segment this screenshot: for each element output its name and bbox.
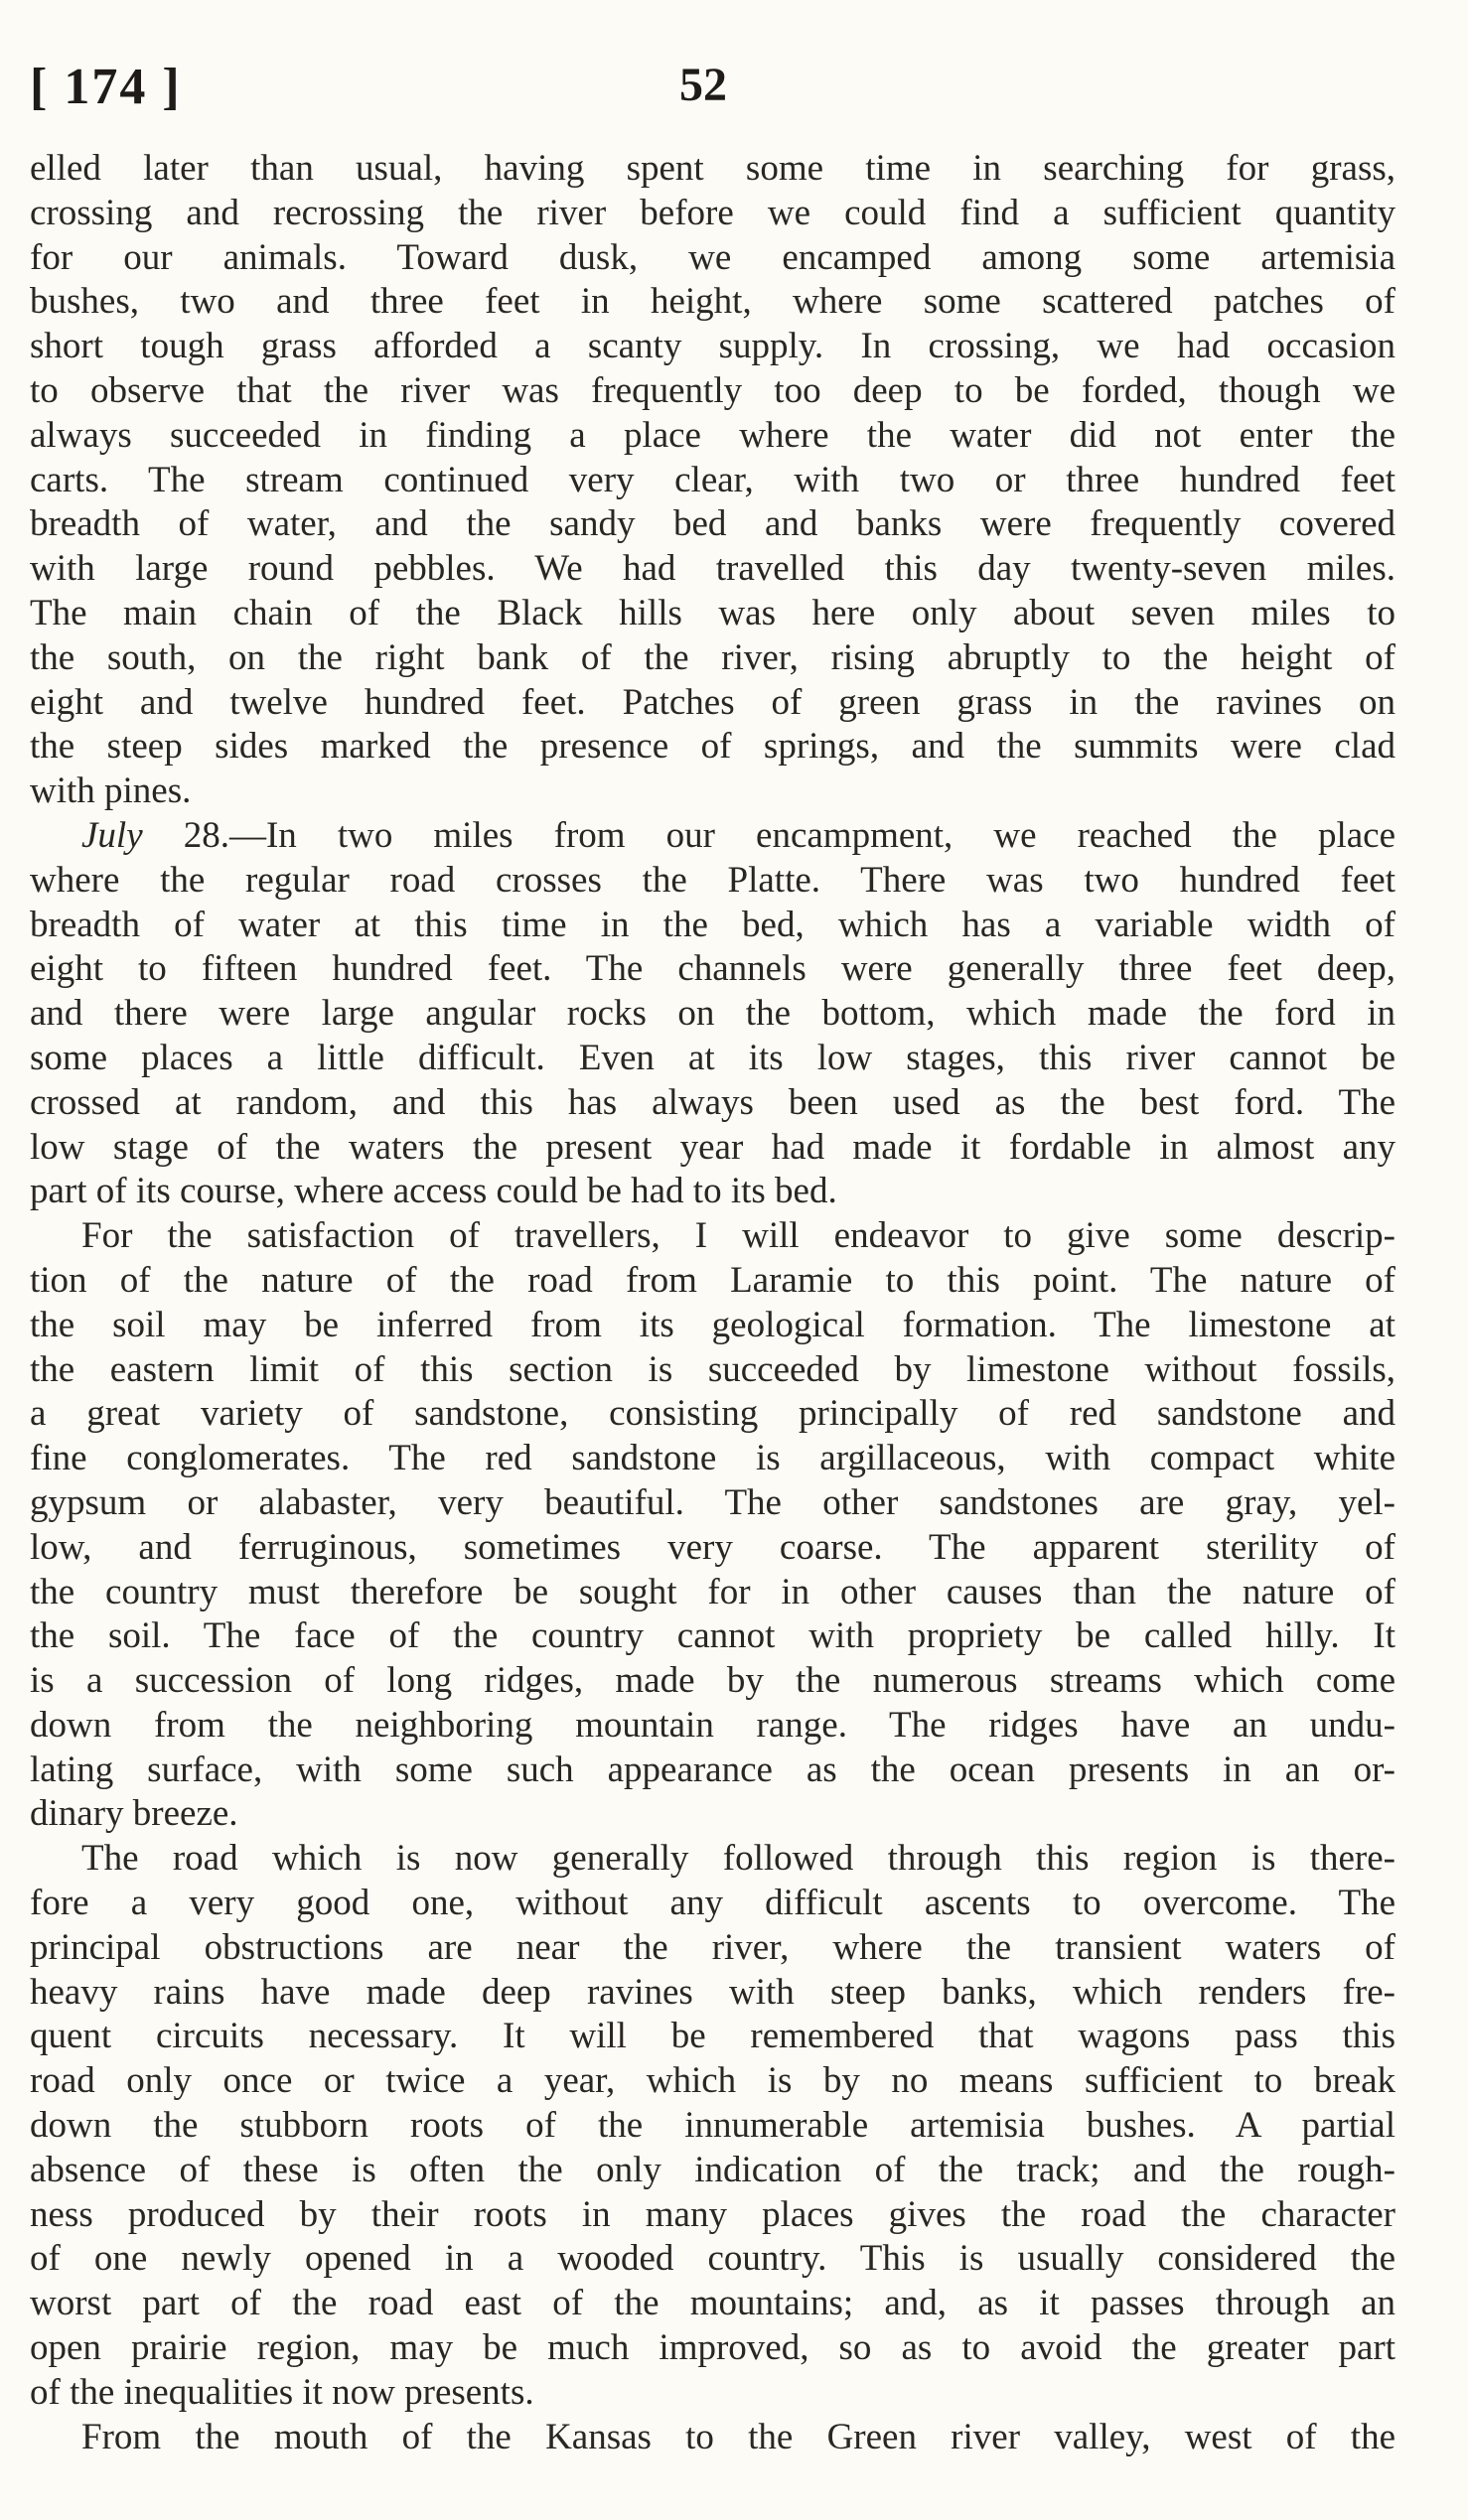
page-number: 52	[679, 59, 727, 111]
text-line: bushes, two and three feet in height, where some scattered patches of	[30, 281, 1395, 323]
text-line: absence of these is often the only indication of the track; and the rough-	[30, 2149, 1395, 2190]
text-line: with pines.	[30, 770, 192, 812]
document-number: [ 174 ]	[30, 59, 182, 115]
text-line: For the satisfaction of travellers, I will endeavor to give some descrip-	[81, 1215, 1395, 1257]
text-line: The main chain of the Black hills was here only about seven miles to	[30, 592, 1395, 633]
text-line: and there were large angular rocks on the bottom, which made the ford in	[30, 993, 1395, 1035]
text-line: quent circuits necessary. It will be remembered that wagons pass this	[30, 2016, 1395, 2057]
text-line: gypsum or alabaster, very beautiful. The other sandstones are gray, yel-	[30, 1481, 1395, 1523]
text-line: the soil. The face of the country cannot with propriety be called hilly. It	[30, 1615, 1395, 1657]
text-line: eight and twelve hundred feet. Patches of green grass in the ravines on	[30, 681, 1395, 723]
text-line: the south, on the right bank of the river, rising abruptly to the height of	[30, 636, 1395, 678]
text-line: the country must therefore be sought for in other causes than the nature of	[30, 1571, 1395, 1612]
text-line: some places a little difficult. Even at its low stages, this river cannot be	[30, 1037, 1395, 1078]
text-line: breadth of water, and the sandy bed and banks were frequently covered	[30, 503, 1395, 545]
text-line: elled later than usual, having spent some time in searching for grass,	[30, 148, 1395, 189]
text-line: part of its course, where access could be had to its bed.	[30, 1171, 837, 1212]
text-line: with large round pebbles. We had travelled this day twenty-seven miles.	[30, 548, 1395, 590]
text-line: dinary breeze.	[30, 1793, 238, 1835]
text-line: where the regular road crosses the Platte. There was two hundred feet	[30, 859, 1395, 901]
text-line: crossing and recrossing the river before we could find a sufficient quantity	[30, 192, 1395, 233]
text-line: always succeeded in finding a place where the water did not enter the	[30, 414, 1395, 456]
text-line: a great variety of sandstone, consisting principally of red sandstone and	[30, 1393, 1395, 1435]
text-line: low stage of the waters the present year had made it fordable in almost any	[30, 1126, 1395, 1168]
text-line: crossed at random, and this has always been used as the best ford. The	[30, 1081, 1395, 1123]
text-line: principal obstructions are near the river, where the transient waters of	[30, 1926, 1395, 1968]
text-line: short tough grass afforded a scanty supply. In crossing, we had occasion	[30, 326, 1395, 367]
text-line: The road which is now generally followed through this region is there-	[81, 1838, 1395, 1880]
text-line: tion of the nature of the road from Laramie to this point. The nature of	[30, 1259, 1395, 1301]
text-line: worst part of the road east of the mountains; and, as it passes through an	[30, 2283, 1395, 2324]
text-line: the steep sides marked the presence of springs, and the summits were clad	[30, 726, 1395, 768]
text-line: eight to fifteen hundred feet. The channels were generally three feet deep,	[30, 948, 1395, 990]
text-line: of the inequalities it now presents.	[30, 2371, 534, 2413]
text-line: heavy rains have made deep ravines with steep banks, which renders fre-	[30, 1971, 1395, 2013]
text-line: for our animals. Toward dusk, we encamped among some artemisia	[30, 236, 1395, 278]
text-line: open prairie region, may be much improved, so as to avoid the greater part	[30, 2327, 1395, 2369]
text-line: to observe that the river was frequently too deep to be forded, though we	[30, 369, 1395, 411]
text-line: ness produced by their roots in many places gives the road the character	[30, 2193, 1395, 2235]
body-text	[30, 147, 1395, 2459]
running-head	[30, 58, 1400, 127]
text-line: lating surface, with some such appearance as the ocean presents in an or-	[30, 1749, 1395, 1790]
text-line: breadth of water at this time in the bed, which has a variable width of	[30, 904, 1395, 945]
date-rest: 28.—In two miles from our encampment, we reached the place	[142, 814, 1395, 856]
text-line: carts. The stream continued very clear, with two or three hundred feet	[30, 459, 1395, 500]
text-line: the eastern limit of this section is succeeded by limestone without fossils,	[30, 1348, 1395, 1390]
text-line: down from the neighboring mountain range. The ridges have an undu-	[30, 1704, 1395, 1746]
text-line: of one newly opened in a wooded country. This is usually considered the	[30, 2238, 1395, 2280]
text-line-dated	[30, 814, 1395, 859]
text-line: the soil may be inferred from its geological formation. The limestone at	[30, 1304, 1395, 1345]
date-month: July	[81, 814, 143, 856]
text-line: down the stubborn roots of the innumerable artemisia bushes. A partial	[30, 2105, 1395, 2147]
text-line: road only once or twice a year, which is by no means sufficient to break	[30, 2060, 1395, 2102]
text-line: fore a very good one, without any difficult ascents to overcome. The	[30, 1883, 1395, 1924]
text-line: fine conglomerates. The red sandstone is argillaceous, with compact white	[30, 1438, 1395, 1479]
text-line: From the mouth of the Kansas to the Green river valley, west of the	[81, 2416, 1395, 2457]
text-line: is a succession of long ridges, made by the numerous streams which come	[30, 1660, 1395, 1702]
text-line: low, and ferruginous, sometimes very coarse. The apparent sterility of	[30, 1526, 1395, 1568]
